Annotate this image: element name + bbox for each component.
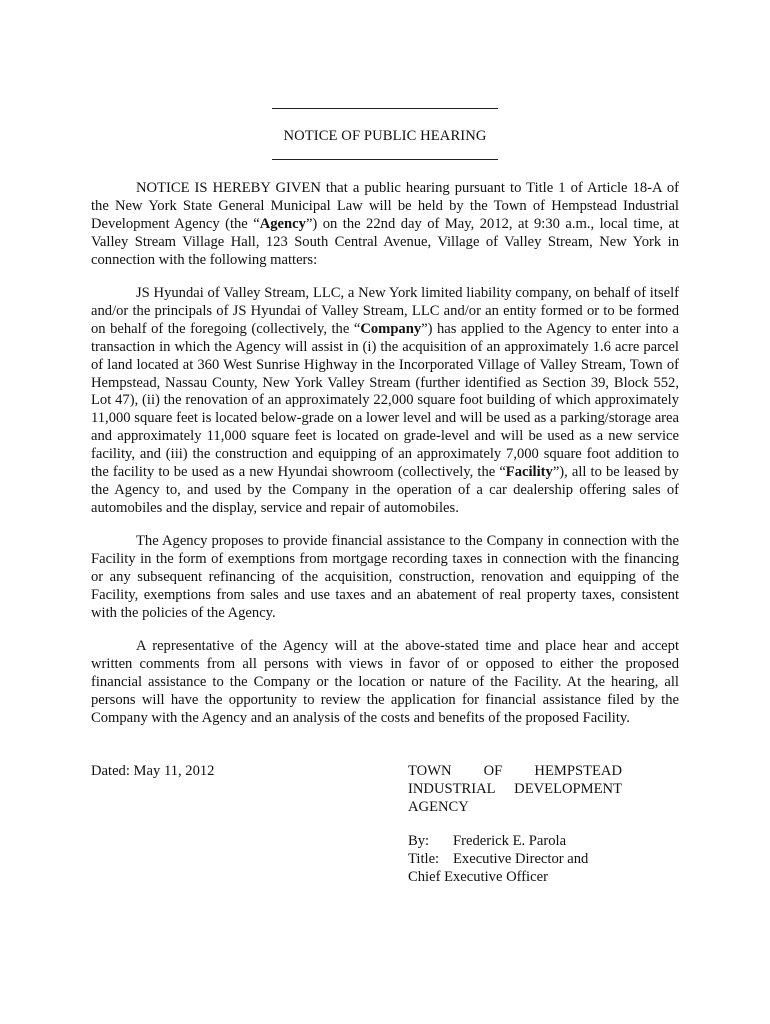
paragraph-company-text-b: ”) has applied to the Agency to enter into a transaction in which the Agency will assist in (i) the acquisition of an approximately 1.6 acre parcel of land located at 360 West Sunrise Highway in the Incorporated Village of Valley Stream, Town of Hempstead, Nassau County, New York Valley Stream (further identified as Section 39, Block 552, Lot 47), (ii) the renovation of an approximately 22,000 square foot building of which approximately 11,000 square feet is located below-grade on a lower level and will be used as a parking/storage area and approximately 11,000 square feet is located on grade-level and will be used as a new service facility, and (iii) the construction and equipping of an approximately 7,000 square foot addition to the facility to be used as a new Hyundai showroom (collectively, the “ bbox=[91, 320, 679, 481]
top-rule bbox=[272, 108, 498, 109]
paragraph-notice bbox=[91, 180, 679, 270]
title-row bbox=[408, 851, 588, 869]
by-row bbox=[408, 833, 588, 851]
signer-title-continued: Chief Executive Officer bbox=[408, 868, 548, 885]
paragraph-notice-text-tail: ”) on the 22nd day of May, 2012, at 9:30 a.m., local time, at Valley Stream Village Hall, 123 South Central Avenue, Village of Valley Stream, New York in connection with the following matters: bbox=[91, 215, 679, 268]
paragraph-company bbox=[91, 285, 679, 518]
title-label: Title: bbox=[408, 850, 440, 867]
dated-line: Dated: May 11, 2012 bbox=[91, 763, 215, 779]
page-title: NOTICE OF PUBLIC HEARING bbox=[283, 128, 487, 144]
defined-term-agency: Agency bbox=[259, 215, 306, 232]
signer-title: Executive Director and bbox=[453, 850, 589, 867]
paragraph-company-text-c: ”), all to be leased by the Agency to, and used by the Company in the operation of a car dealership offering sales of automobiles and the display, service and repair of automobiles. bbox=[91, 464, 679, 516]
paragraph-notice-text: NOTICE IS HEREBY GIVEN that a public hearing pursuant to Title 1 of Article 18-A of the New York State General Municipal Law will be held by the Town of Hempstead Industrial Development Agency (the “ bbox=[91, 180, 679, 232]
paragraph-hearing: A representative of the Agency will at the above-stated time and place hear and accept written comments from all persons with views in favor of or opposed to either the proposed financial assistance to the Company or the location or nature of the Facility. At the hearing, all persons will have the opportunity to review the application for financial assistance filed by the Company with the Agency and an analysis of the costs and benefits of the proposed Facility. bbox=[91, 638, 679, 726]
signer-name: Frederick E. Parola bbox=[453, 833, 567, 849]
paragraph-assistance: The Agency proposes to provide financial assistance to the Company in connection with the Facility in the form of exemptions from mortgage recording taxes in connection with the financing or any subsequent refinancing of the acquisition, construction, renovation and equipping of the Facility, exemptions from sales and use taxes and an abatement of real property taxes, consistent with the policies of the Agency. bbox=[91, 533, 679, 621]
by-label: By: bbox=[408, 833, 430, 849]
title-underline-rule bbox=[272, 159, 498, 160]
defined-term-company: Company bbox=[360, 320, 422, 337]
agency-name: TOWN OF HEMPSTEAD INDUSTRIAL DEVELOPMENT AGENCY bbox=[408, 763, 622, 815]
defined-term-facility: Facility bbox=[505, 464, 553, 481]
paragraph-company-text-a: JS Hyundai of Valley Stream, LLC, a New York limited liability company, on behalf of itself and/or the principals of JS Hyundai of Valley Stream, LLC and/or an entity formed or to be formed on behalf of the foregoing (collectively, the “ bbox=[91, 285, 679, 337]
notice-body bbox=[91, 180, 679, 743]
signature-block bbox=[408, 833, 588, 887]
